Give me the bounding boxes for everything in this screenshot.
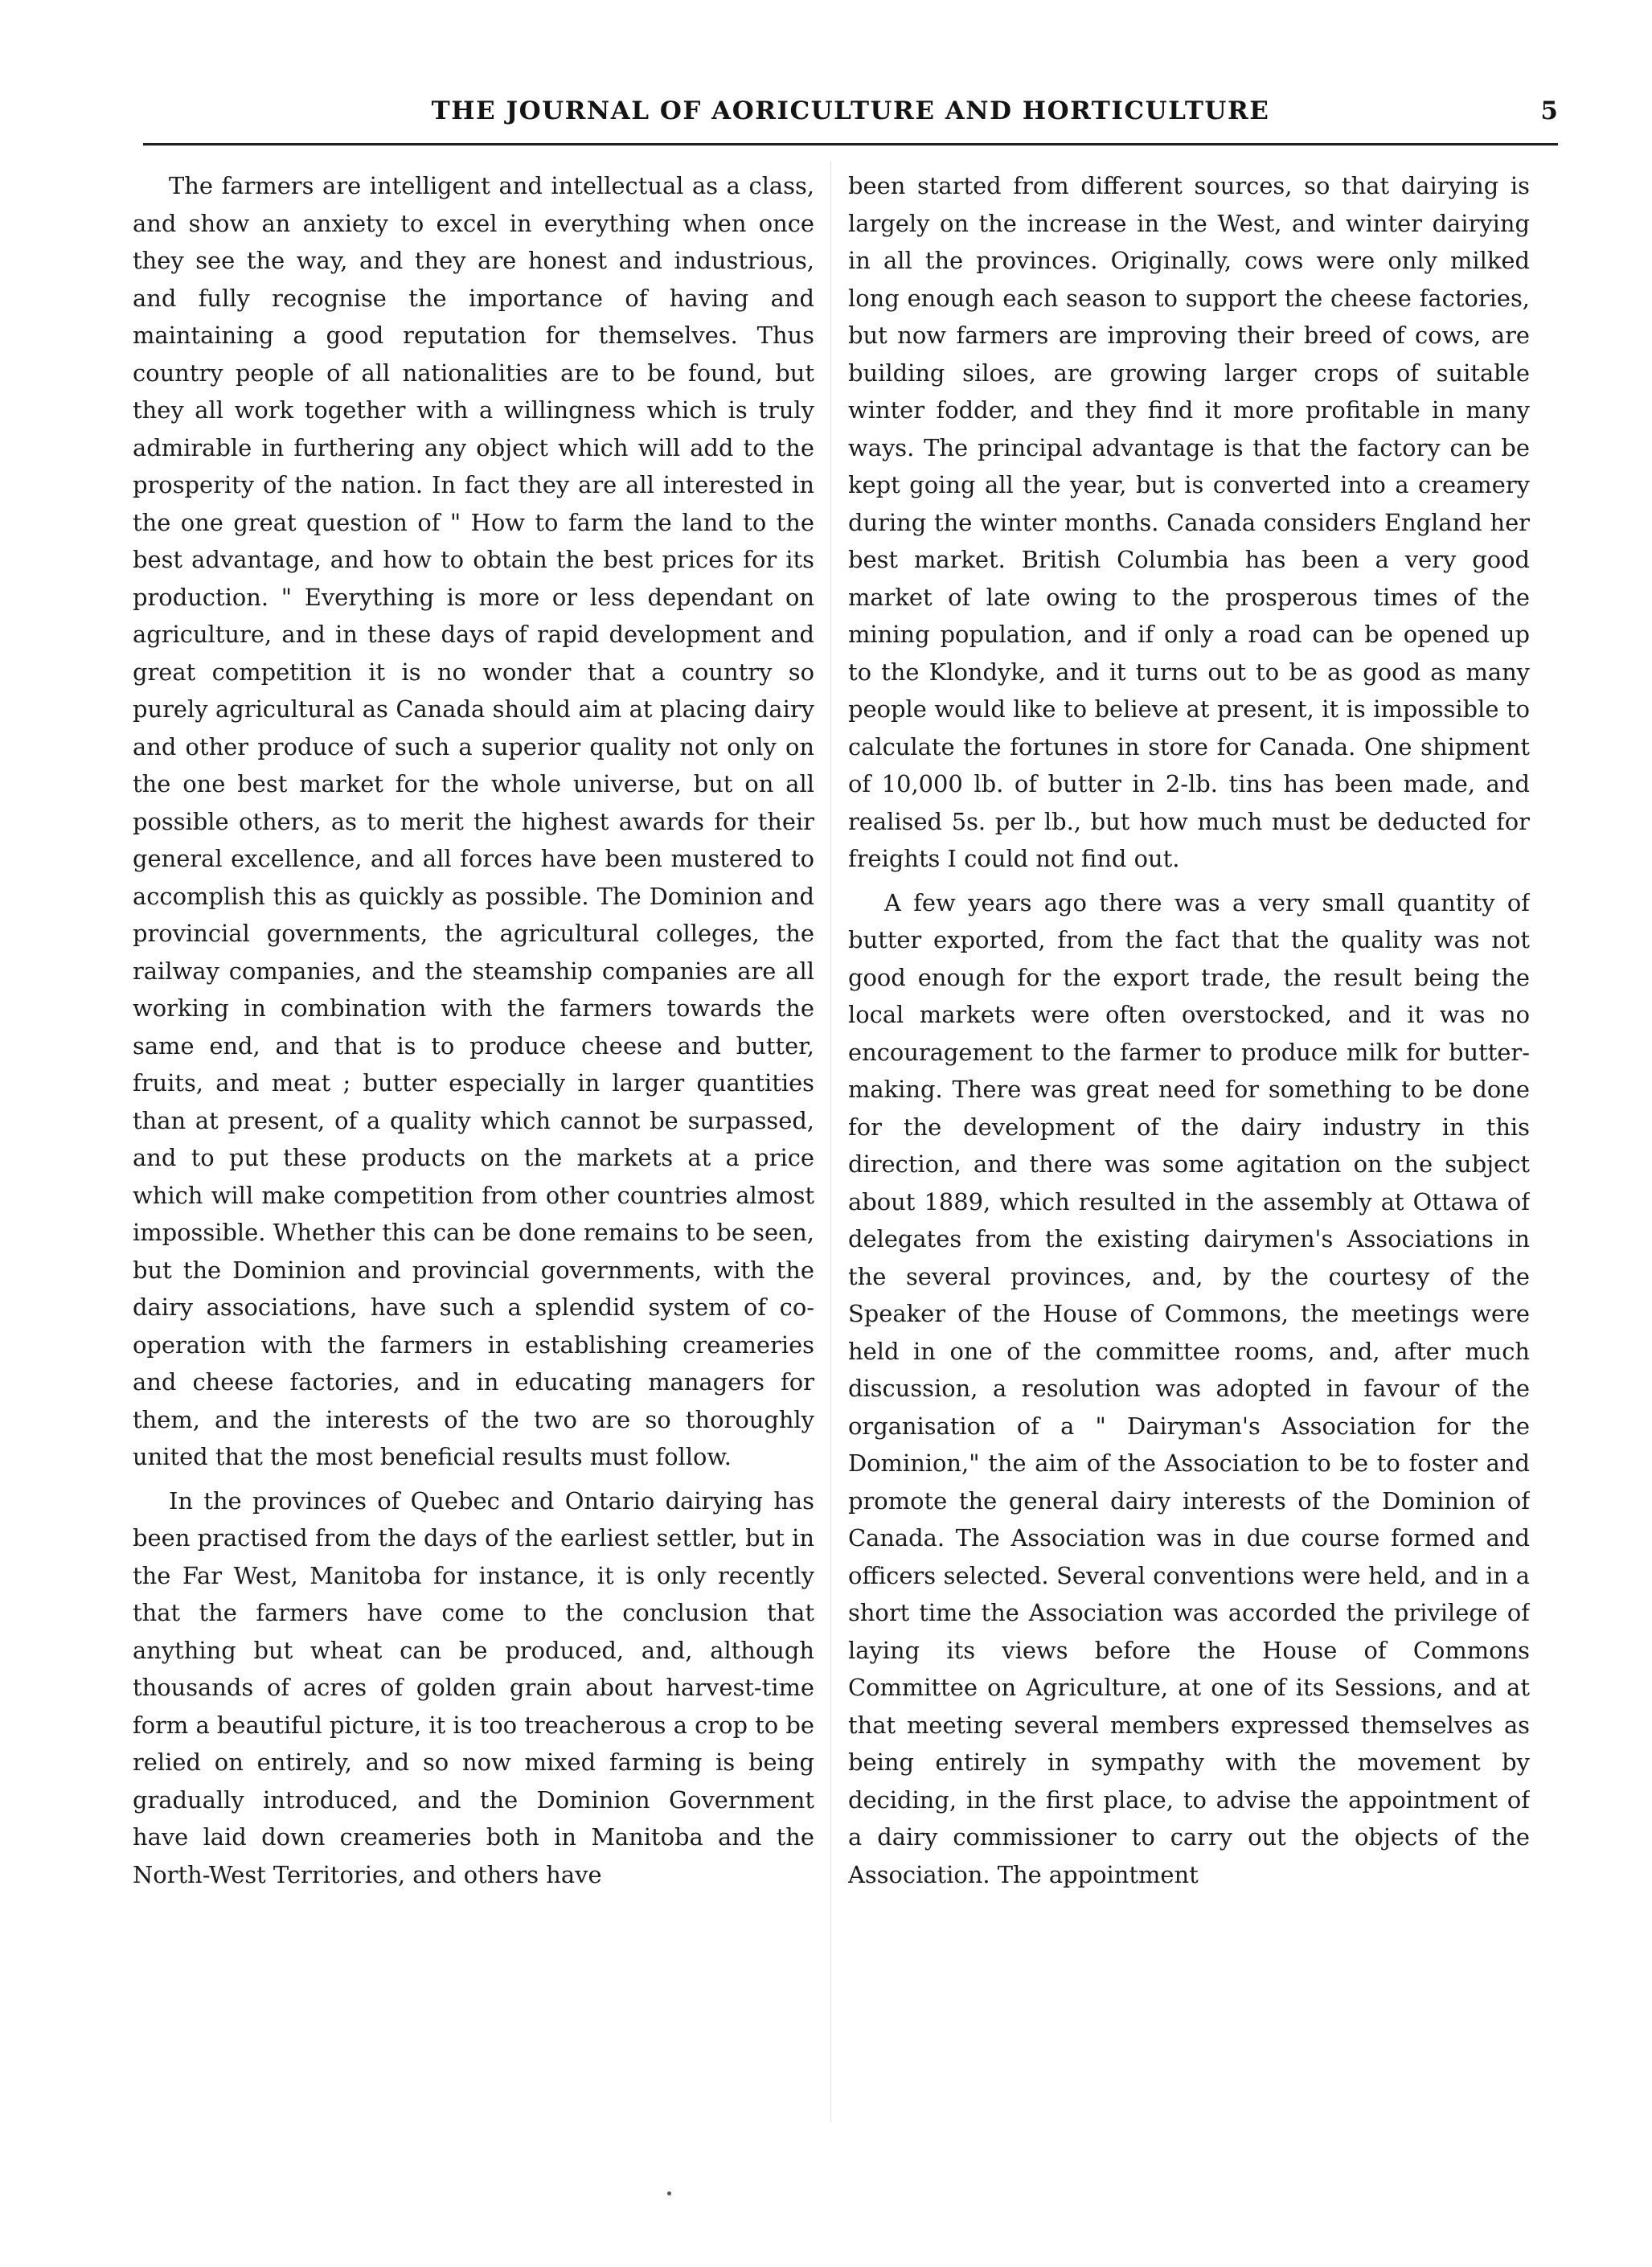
- header-rule: [143, 143, 1558, 146]
- page-header: [143, 96, 1558, 132]
- page-speck: [667, 2191, 671, 2195]
- right-column: [848, 167, 1530, 2129]
- paragraph-farmers: The farmers are intelligent and intellectual as a class, and show an anxiety to excel in everything when once they see the way, and they are honest and industrious, and fully recognise the importance of having and maintaining a good reputation for themselves. Thus country people of all nationalities are to be found, but they all work together with a willingness which is truly admirable in furthering any object which will add to the prosperity of the nation. In fact they are all interested in the one great question of " How to farm the land to the best advantage, and how to obtain the best prices for its production. " Everything is more or less dependant on agriculture, and in these days of rapid development and great competition it is no wonder that a country so purely agricultural as Canada should aim at placing dairy and other produce of such a superior quality not only on the one best market for the whole universe, but on all possible others, as to merit the highest awards for their general excellence, and all forces have been mustered to accomplish this as quickly as possible. The Dominion and provincial governments, the agricultural colleges, the railway companies, and the steamship companies are all working in combination with the farmers towards the same end, and that is to produce cheese and butter, fruits, and meat ; butter especially in larger quantities than at present, of a quality which cannot be surpassed, and to put these products on the markets at a price which will make competition from other countries almost impossible. Whether this can be done remains to be seen, but the Dominion and provincial governments, with the dairy associations, have such a splendid system of co-operation with the farmers in establishing creameries and cheese factories, and in educating managers for them, and the interests of the two are so thoroughly united that the most beneficial results must follow.: [133, 172, 814, 1470]
- paragraph-provinces-dairying: In the provinces of Quebec and Ontario dairying has been practised from the days of the earliest settler, but in the Far West, Manitoba for instance, it is only recently that the farmers have come to the conclusion that anything but wheat can be produced, and, although thousands of acres of golden grain about harvest-time form a beautiful picture, it is too treacherous a crop to be relied on entirely, and so now mixed farming is being gradually introduced, and the Dominion Government have laid down creameries both in Manitoba and the North-West Territories, and others have: [133, 1486, 814, 1888]
- left-column: [133, 167, 814, 2129]
- paragraph-butter-export: A few years ago there was a very small quantity of butter exported, from the fact that the quality was not good enough for the export trade, the result being the local markets were often overstocked, and it was no encouragement to the farmer to produce milk for butter-making. There was great need for something to be done for the development of the dairy industry in this direction, and there was some agitation on the subject about 1889, which resulted in the assembly at Ottawa of delegates from the existing dairymen's Associations in the several provinces, and, by the courtesy of the Speaker of the House of Commons, the meetings were held in one of the committee rooms, and, after much discussion, a resolution was adopted in favour of the organisation of a " Dairyman's Association for the Dominion," the aim of the Association to be to foster and promote the general dairy interests of the Dominion of Canada. The Association was in due course formed and officers selected. Several conventions were held, and in a short time the Association was accorded the privilege of laying its views before the House of Commons Committee on Agriculture, at one of its Sessions, and at that meeting several members expressed themselves as being entirely in sympathy with the movement by deciding, in the first place, to advise the appointment of a dairy commissioner to carry out the objects of the Association. The appointment: [848, 888, 1530, 1888]
- page-number: 5: [1540, 96, 1558, 125]
- column-divider: [830, 161, 831, 2122]
- paragraph-winter-dairying: been started from different sources, so that dairying is largely on the increase in the West, and winter dairying in all the provinces. Originally, cows were only milked long enough each season to support the cheese factories, but now farmers are improving their breed of cows, are building siloes, are growing larger crops of suitable winter fodder, and they find it more profitable in many ways. The principal advantage is that the factory can be kept going all the year, but is converted into a creamery during the winter months. Canada considers England her best market. British Columbia has been a very good market of late owing to the prosperous times of the mining population, and if only a road can be opened up to the Klondyke, and it turns out to be as good as many people would like to believe at present, it is impossible to calculate the fortunes in store for Canada. One shipment of 10,000 lb. of butter in 2-lb. tins has been made, and realised 5s. per lb., but how much must be deducted for freights I could not find out.: [848, 172, 1530, 872]
- running-title: THE JOURNAL OF AORICULTURE AND HORTICULTURE: [431, 96, 1270, 125]
